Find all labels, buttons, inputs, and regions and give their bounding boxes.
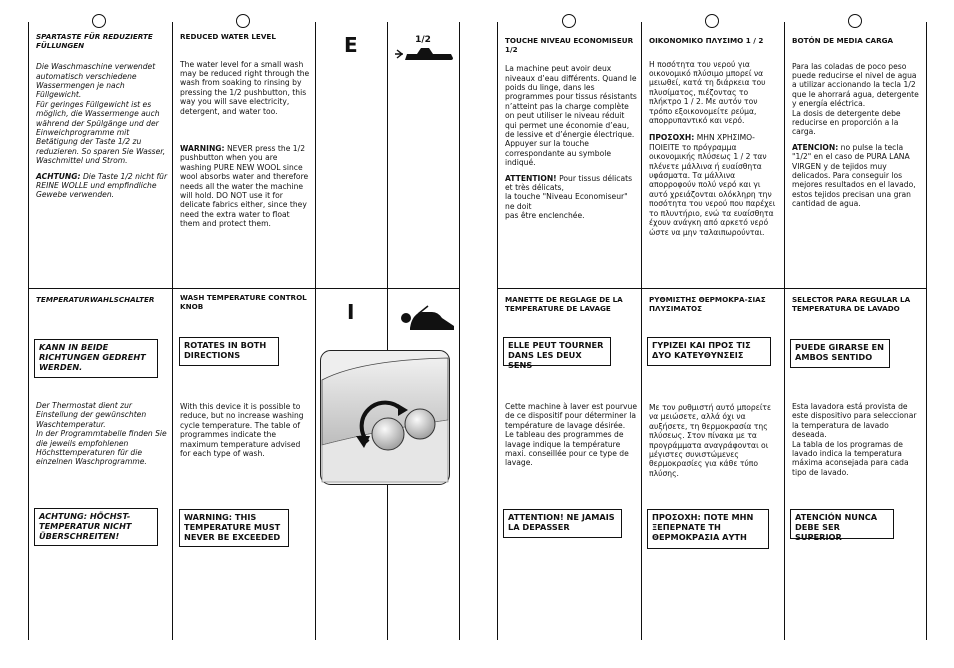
warning-box: ATENCIÓN NUNCA DEBE SER SUPERIOR — [790, 509, 894, 539]
warning-text — [180, 144, 310, 229]
german-column — [36, 33, 168, 200]
paragraph: With this device it is possible to reduce, but no increase washing cycle temperature. The table of programmes indicate the maximum temperature advised for each type of wash. — [180, 402, 304, 459]
divider — [497, 22, 498, 640]
warning-text — [36, 172, 168, 200]
section-heading: BOTÓN DE MEDIA CARGA — [792, 36, 894, 45]
german-column-bottom — [36, 296, 168, 305]
warning-label: ATTENTION! — [505, 173, 557, 183]
paragraph: Με τον ρυθμιστή αυτό μπορείτε να μειώσετε, αλλά όχι να αυξήσετε, τη θερμοκρασία της πλύσεως. Στον πίνακα με τα προγράμματα αναγράφονται οι μέγιστες συνιστώμενες θερμοκρασίες για κάθε τύπο πλύσης. — [649, 403, 772, 478]
section-heading: REDUCED WATER LEVEL — [180, 32, 276, 41]
warning-label: ATENCION: — [792, 142, 839, 152]
divider — [28, 22, 29, 640]
french-column — [505, 37, 637, 221]
column-marker-circle — [848, 14, 862, 28]
column-marker-circle — [92, 14, 106, 28]
paragraph: La machine peut avoir deux niveaux d’eau différents. Quand le poids du linge, dans les programmes pour tissus résistants n’atteint pas la charge complète on peut utiliser le niveau réduit qui permet une économie d’eau, de lessive et d’énergie électrique. Appuyer sur la touche correspondante au symbole indiqué. — [505, 64, 637, 168]
warning-label: ΠΡΟΣΟΧΗ: — [649, 133, 695, 143]
divider — [926, 22, 927, 640]
paragraph: Η ποσότητα του νερού για οικονομικό πλύσιμο μπορεί να μειωθεί, κατά τη διάρκεια του πλυσίματος, πιέζοντας το πλήκτρο 1 / 2. Με αυτόν τον τρόπο εξοικονομείτε ρεύμα, απορρυπαντικό και νερό. — [649, 59, 766, 126]
english-column-bottom — [180, 294, 310, 311]
divider — [315, 22, 316, 640]
paragraph: Der Thermostat dient zur Einstellung der gewünschten Waschtemperatur. In der Programmtabelle finden Sie die jeweils empfohlenen Höchsttemperaturen für die einzelnen Waschprogramme. — [36, 401, 167, 467]
paragraph: Die Waschmaschine verwendet automatisch verschiedene Wassermengen je nach Füllgewicht. Für geringes Füllgewicht ist es möglich, die Wassermenge auch während der Spülgänge und der Einweichprogramme mit Betätigung der Taste 1/2 zu reduzieren. So sparen Sie Wasser, Waschmittel und Strom. — [36, 62, 166, 166]
warning-body: Pour tissus délicats et très délicats, la touche "Niveau Economiseur" ne doit pas être enclenchée. — [505, 173, 633, 221]
spanish-column-bottom — [792, 296, 922, 313]
section-heading: MANETTE DE REGLAGE DE LA TEMPERATURE DE LAVAGE — [505, 295, 623, 313]
warning-text — [649, 133, 781, 236]
info-box: KANN IN BEIDE RICHTUNGEN GEDREHT WERDEN. — [34, 339, 158, 378]
column-marker-circle — [562, 14, 576, 28]
section-letter-i: I — [347, 300, 355, 324]
warning-body: NEVER press the 1/2 pushbutton when you are washing PURE NEW WOOL since wool absorbs water and therefore needs all the water the machine will hold. DO NOT use it for delicate fabrics either, since they need the extra water to float them and protect them. — [180, 144, 309, 229]
warning-body: Die Taste 1/2 nicht für REINE WOLLE und empfindliche Gewebe verwenden. — [36, 171, 168, 200]
section-letter-e: E — [344, 33, 358, 57]
divider — [172, 22, 173, 640]
paragraph: Para las coladas de poco peso puede reducirse el nivel de agua a utilizar accionando la tecla 1/2 que le ahorrará agua, detergente y energía eléctrica. La dosis de detergente debe reducirse en proporción a la carga. — [792, 61, 919, 137]
warning-text — [505, 174, 637, 221]
divider — [641, 22, 642, 640]
section-heading: SPARTASTE FÜR REDUZIERTE FÜLLUNGEN — [36, 32, 153, 50]
section-heading: ΟΙΚΟΝΟΜΙΚΟ ΠΛΥΣΙΜΟ 1 / 2 — [649, 36, 764, 45]
warning-label: ACHTUNG: — [36, 171, 81, 181]
half-label: 1/2 — [415, 35, 431, 45]
section-heading: ΡΥΘΜΙΣΤΗΣ ΘΕΡΜΟΚΡΑ-ΣΙΑΣ ΠΛΥΣΙΜΑΤΟΣ — [649, 295, 766, 313]
info-box: ΓΥΡΙΖΕΙ ΚΑΙ ΠΡΟΣ ΤΙΣ ΔΥΟ ΚΑΤΕΥΘΥΝΣΕΙΣ — [647, 337, 771, 366]
divider — [784, 22, 785, 640]
spanish-column-text — [792, 402, 922, 477]
section-heading: TEMPERATURWAHLSCHALTER — [36, 295, 155, 304]
english-column-text — [180, 402, 310, 458]
info-box: ROTATES IN BOTH DIRECTIONS — [179, 337, 279, 366]
english-column — [180, 33, 310, 229]
temperature-knob-illustration — [320, 350, 450, 485]
spanish-column — [792, 37, 922, 209]
warning-box: WARNING: THIS TEMPERATURE MUST NEVER BE EXCEEDED — [179, 509, 289, 547]
warning-box: ΠΡΟΣΟΧΗ: ΠΟΤΕ ΜΗΝ ΞΕΠΕΡΝΑΤΕ ΤΗ ΘΕΡΜΟΚΡΑΣΙΑ ΑΥΤΗ — [647, 509, 769, 549]
french-column-text — [505, 402, 637, 468]
section-heading: WASH TEMPERATURE CONTROL KNOB — [180, 293, 307, 311]
divider — [387, 22, 388, 640]
divider — [459, 22, 460, 640]
half-load-icon — [393, 30, 455, 66]
paragraph: Esta lavadora está provista de este dispositivo para seleccionar la temperatura de lavado deseada. La tabla de los programas de lavado indica la temperatura máxima aconsejada para cada tipo de lavado. — [792, 402, 917, 477]
warning-label: WARNING: — [180, 144, 225, 154]
info-box: ELLE PEUT TOURNER DANS LES DEUX SENS — [503, 337, 611, 366]
column-marker-circle — [236, 14, 250, 28]
warning-box: ACHTUNG: HÖCHST-TEMPERATUR NICHT ÜBERSCHREITEN! — [34, 508, 158, 546]
paragraph: The water level for a small wash may be reduced right through the wash from soaking to rinsing by pressing the 1/2 pushbutton, this way you will save electricity, detergent, and water too. — [180, 59, 310, 116]
greek-column-bottom — [649, 296, 781, 313]
warning-text — [792, 143, 922, 209]
section-heading: SELECTOR PARA REGULAR LA TEMPERATURA DE LAVADO — [792, 295, 911, 313]
warning-body: ΜΗΝ ΧΡΗΣΙΜΟ-ΠΟΙΕΙΤΕ το πρόγραμμα οικονομικής πλύσεως 1 / 2 ταν πλένετε μάλλινα ή ευαίσθητα υφάσματα. Τα μάλλινα απορροφούν πολύ νερό και γι αυτό χρειάζονται ολόκληρη την ποσότητα του νερού που παρέχει το πλυντήριο, ενώ τα ευαίσθητα έχουν ανάγκη από αρκετό νερό ώστε να μην ταλαιπωρούνται. — [649, 133, 776, 237]
warning-body: no pulse la tecla "1/2" en el caso de PURA LANA VIRGEN y de tejidos muy delicados. Para conseguir los mejores resultados en el lavado, estos tejidos precisan una gran cantidad de agua. — [792, 142, 916, 209]
row-divider — [28, 288, 459, 289]
greek-column-text — [649, 403, 781, 478]
row-divider — [497, 288, 926, 289]
column-marker-circle — [705, 14, 719, 28]
temperature-icon — [398, 302, 456, 332]
greek-column — [649, 37, 781, 237]
section-heading: TOUCHE NIVEAU ECONOMISEUR 1/2 — [505, 36, 634, 54]
paragraph: Cette machine à laver est pourvue de ce dispositif pour déterminer la température de lavage désirée. Le tableau des programmes de lavage indique la température maxi. conseillée pour ce type de lavage. — [505, 402, 637, 468]
info-box: PUEDE GIRARSE EN AMBOS SENTIDO — [790, 339, 890, 368]
french-column-bottom — [505, 296, 637, 313]
warning-box: ATTENTION! NE JAMAIS LA DEPASSER — [503, 509, 622, 538]
german-column-text — [36, 401, 168, 467]
